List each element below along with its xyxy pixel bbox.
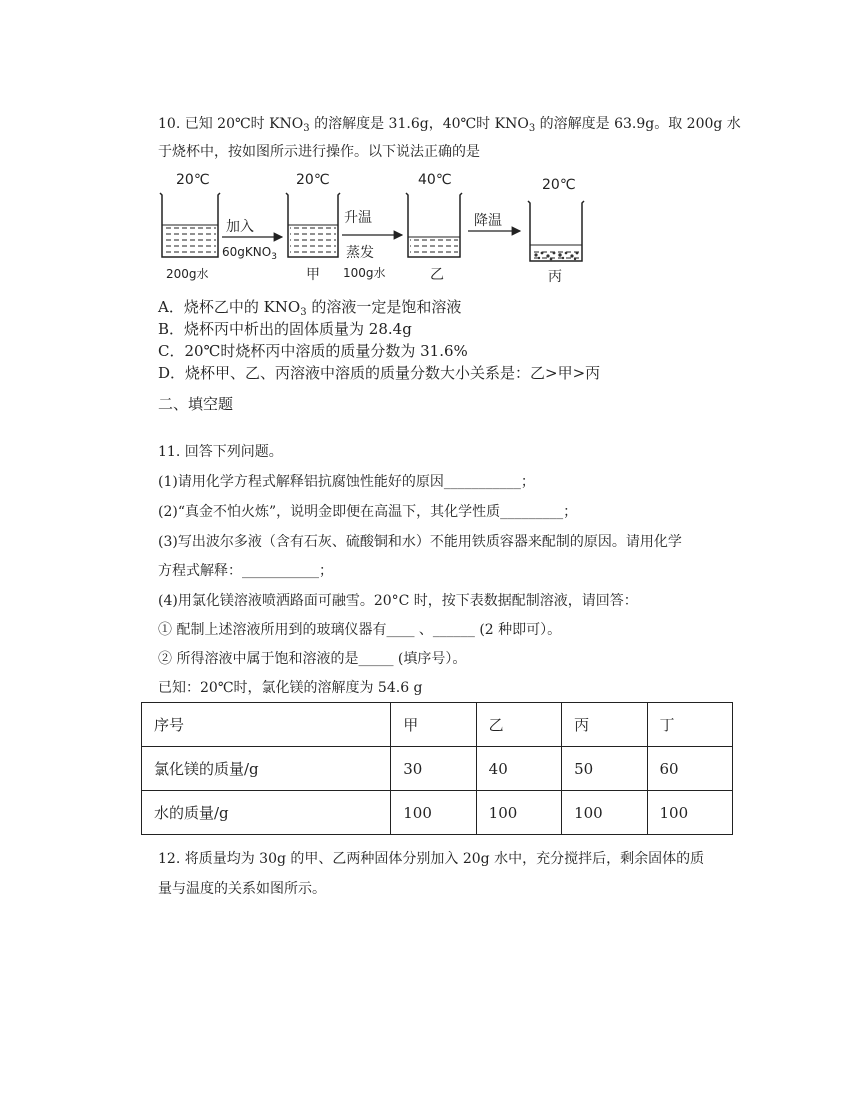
beaker-2-label: 甲: [306, 267, 320, 283]
beaker-4-label: 丙: [548, 269, 562, 285]
beaker-3: [406, 193, 462, 257]
table-cell: 100: [391, 791, 476, 835]
table-header-cell: 丁: [647, 703, 732, 747]
arrow1-bottom: 60gKNO$_3$: [222, 245, 277, 262]
table-cell: 30: [391, 747, 476, 791]
q11-part3-line2: 方程式解释：___________；: [158, 563, 333, 579]
table-cell: 40: [476, 747, 561, 791]
table-row: [142, 791, 733, 835]
table-header-cell: 丙: [562, 703, 647, 747]
arrow1-top: 加入: [226, 219, 254, 235]
q10-line2: 于烧杯中，按如图所示进行操作。以下说法正确的是: [158, 144, 480, 160]
q10-line1-a: 10. 已知 20℃时 KNO: [158, 116, 304, 132]
q12-line1: 12. 将质量均为 30g 的甲、乙两种固体分别加入 20g 水中，充分搅拌后，剩余固体的质: [158, 851, 705, 867]
table-cell: 50: [562, 747, 647, 791]
option-a-text-2: 的溶液一定是饱和溶液: [306, 298, 462, 316]
table-header-cell: 乙: [476, 703, 561, 747]
magnesium-chloride-table: [141, 702, 733, 835]
section-heading: 二、填空题: [158, 395, 234, 413]
beaker-1-temp: 20℃: [176, 172, 210, 188]
beaker-1-label: 200g水: [166, 267, 209, 281]
option-a-text-1: A．烧杯乙中的 KNO: [158, 298, 301, 316]
q10-line1-b: 的溶解度是 31.6g，40℃时 KNO: [309, 116, 529, 132]
option-c: C．20℃时烧杯丙中溶质的质量分数为 31.6%: [158, 342, 468, 360]
beaker-2: [286, 193, 340, 257]
table-header-cell: 甲: [391, 703, 476, 747]
table-cell: 100: [562, 791, 647, 835]
kno3-subscript: 3: [303, 123, 310, 134]
beaker-process-diagram: [150, 165, 590, 287]
q11-sub2: ② 所得溶液中属于饱和溶液的是_____ (填序号）。: [158, 651, 467, 667]
q11-part1: (1)请用化学方程式解释铝抗腐蚀性能好的原因___________；: [158, 474, 535, 490]
beaker-4: [528, 201, 584, 261]
table-cell: 氯化镁的质量/g: [142, 747, 391, 791]
beaker-1: [160, 193, 220, 257]
q11-known: 已知：20℃时，氯化镁的溶解度为 54.6 g: [158, 680, 423, 696]
beaker-3-label: 乙: [430, 267, 444, 283]
table-cell: 水的质量/g: [142, 791, 391, 835]
beaker-3-temp: 40℃: [418, 172, 452, 188]
table-row: [142, 747, 733, 791]
beaker-4-temp: 20℃: [542, 177, 576, 193]
table-header-cell: 序号: [142, 703, 391, 747]
arrow2-top: 升温: [344, 210, 372, 226]
q12-line2: 量与温度的关系如图所示。: [158, 881, 326, 897]
arrow3-top: 降温: [474, 213, 502, 229]
arrow2-bottom-2: 100g水: [343, 266, 386, 280]
table-cell: 100: [647, 791, 732, 835]
q11-part4: (4)用氯化镁溶液喷洒路面可融雪。20°C 时，按下表数据配制溶液，请回答：: [158, 593, 638, 609]
table-cell: 60: [647, 747, 732, 791]
q11-title: 11. 回答下列问题。: [158, 444, 283, 460]
q11-part3-line1: (3)写出波尔多液（含有石灰、硫酸铜和水）不能用铁质容器来配制的原因。请用化学: [158, 534, 682, 550]
arrow2-bottom-1: 蒸发: [346, 245, 374, 261]
q10-line1: [158, 114, 741, 134]
q11-part2: (2)“真金不怕火炼”，说明金即便在高温下，其化学性质_________；: [158, 504, 578, 520]
option-b: B．烧杯丙中析出的固体质量为 28.4g: [158, 320, 412, 338]
kno3-subscript: 3: [528, 123, 536, 134]
beaker-2-temp: 20℃: [296, 172, 330, 188]
option-d: D．烧杯甲、乙、丙溶液中溶质的质量分数大小关系是：乙>甲>丙: [158, 364, 601, 382]
table-cell: 100: [476, 791, 561, 835]
q11-sub1: ① 配制上述溶液所用到的玻璃仪器有____ 、______ (2 种即可）。: [158, 622, 562, 638]
option-a: [158, 297, 461, 318]
table-header-row: [142, 703, 733, 747]
kno3-subscript: 3: [300, 307, 307, 318]
q10-line1-c: 的溶解度是 63.9g。取 200g 水: [535, 116, 741, 132]
